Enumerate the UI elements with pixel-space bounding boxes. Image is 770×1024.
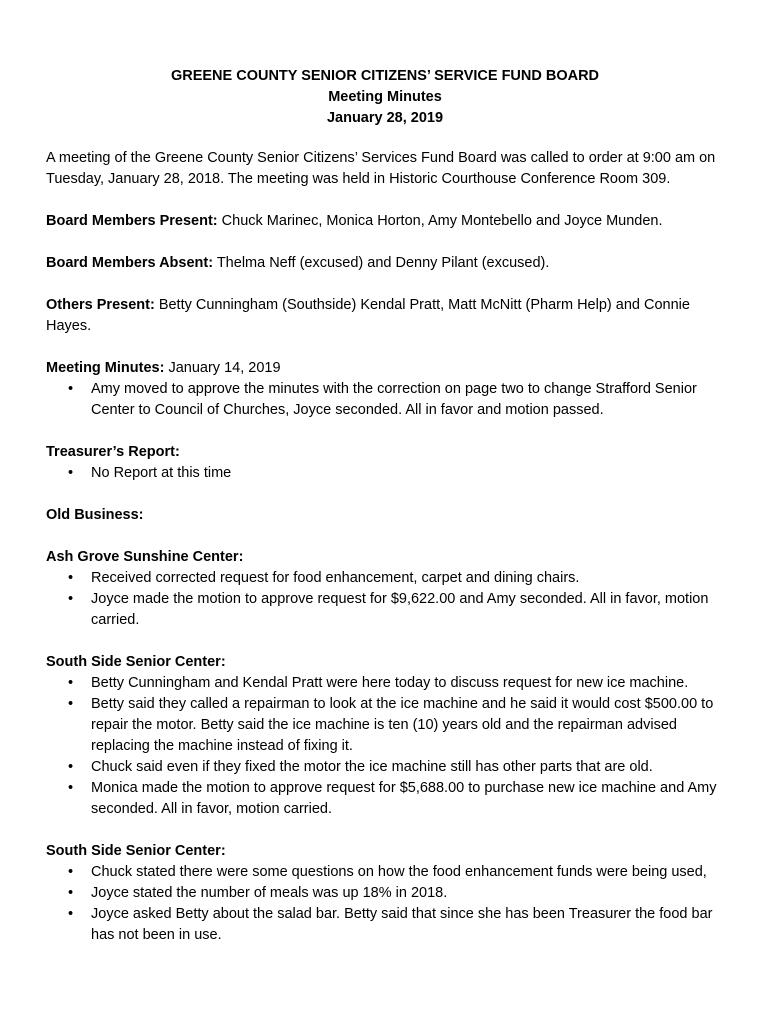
- intro-paragraph: A meeting of the Greene County Senior Citizens’ Services Fund Board was called to order at 9:00 am on Tuesday, January 28, 2018. The meeting was held in Historic Courthouse Conference Room 309.: [46, 150, 716, 187]
- document-body: [46, 148, 736, 946]
- others-present: [46, 295, 736, 337]
- others-present-label: Others Present:: [46, 297, 155, 313]
- others-present-text: Betty Cunningham (Southside) Kendal Pratt, Matt McNitt (Pharm Help) and Connie Hayes.: [46, 297, 690, 334]
- south-side-label-2: South Side Senior Center:: [46, 843, 226, 859]
- members-present-text: Chuck Marinec, Monica Horton, Amy Montebello and Joyce Munden.: [217, 213, 663, 229]
- members-absent-text: Thelma Neff (excused) and Denny Pilant (excused).: [213, 255, 550, 271]
- ash-grove-label: Ash Grove Sunshine Center:: [46, 549, 244, 565]
- old-business-label: Old Business:: [46, 507, 144, 523]
- org-title: GREENE COUNTY SENIOR CITIZENS’ SERVICE FUND BOARD: [170, 68, 600, 84]
- south-side-heading-1: [46, 652, 736, 673]
- meeting-minutes-list: [46, 379, 736, 421]
- list-item: • Betty said they called a repairman to look at the ice machine and he said it would cost $500.00 to repair the motor. Betty said the ice machine is ten (10) years old and the repairman advised replacing the machine instead of fixing it.: [46, 694, 736, 757]
- meeting-minutes-heading: [46, 358, 736, 379]
- doc-type: Meeting Minutes: [328, 89, 442, 105]
- list-item: • No Report at this time: [46, 463, 736, 484]
- south-side-heading-2: [46, 841, 736, 862]
- south-side-list-1: [46, 673, 736, 820]
- list-item: • Chuck stated there were some questions on how the food enhancement funds were being used,: [46, 862, 736, 883]
- members-absent-label: Board Members Absent:: [46, 255, 214, 271]
- meeting-minutes-label: Meeting Minutes:: [46, 360, 165, 376]
- members-present-label: Board Members Present:: [46, 213, 218, 229]
- treasurer-label: Treasurer’s Report:: [46, 444, 180, 460]
- members-present: [46, 211, 736, 232]
- list-item: • Betty Cunningham and Kendal Pratt were here today to discuss request for new ice machine.: [46, 673, 736, 694]
- list-item: • Joyce stated the number of meals was up 18% in 2018.: [46, 883, 736, 904]
- members-absent: [46, 253, 736, 274]
- document-header: [0, 66, 770, 129]
- south-side-label-1: South Side Senior Center:: [46, 654, 226, 670]
- treasurer-list: [46, 463, 736, 484]
- ash-grove-list: [46, 568, 736, 631]
- list-item: • Chuck said even if they fixed the motor the ice machine still has other parts that are old.: [46, 757, 736, 778]
- treasurer-heading: [46, 442, 736, 463]
- meeting-minutes-text: January 14, 2019: [164, 360, 281, 376]
- south-side-list-2: [46, 862, 736, 946]
- old-business-heading: [46, 505, 736, 526]
- list-item: • Received corrected request for food enhancement, carpet and dining chairs.: [46, 568, 736, 589]
- meeting-date: January 28, 2019: [326, 110, 444, 126]
- list-item: • Amy moved to approve the minutes with the correction on page two to change Strafford Senior Center to Council of Churches, Joyce seconded. All in favor and motion passed.: [46, 379, 736, 421]
- list-item: • Monica made the motion to approve request for $5,688.00 to purchase new ice machine and Amy seconded. All in favor, motion carried.: [46, 778, 736, 820]
- list-item: • Joyce asked Betty about the salad bar. Betty said that since she has been Treasurer the food bar has not been in use.: [46, 904, 736, 946]
- list-item: • Joyce made the motion to approve request for $9,622.00 and Amy seconded. All in favor, motion carried.: [46, 589, 736, 631]
- ash-grove-heading: [46, 547, 736, 568]
